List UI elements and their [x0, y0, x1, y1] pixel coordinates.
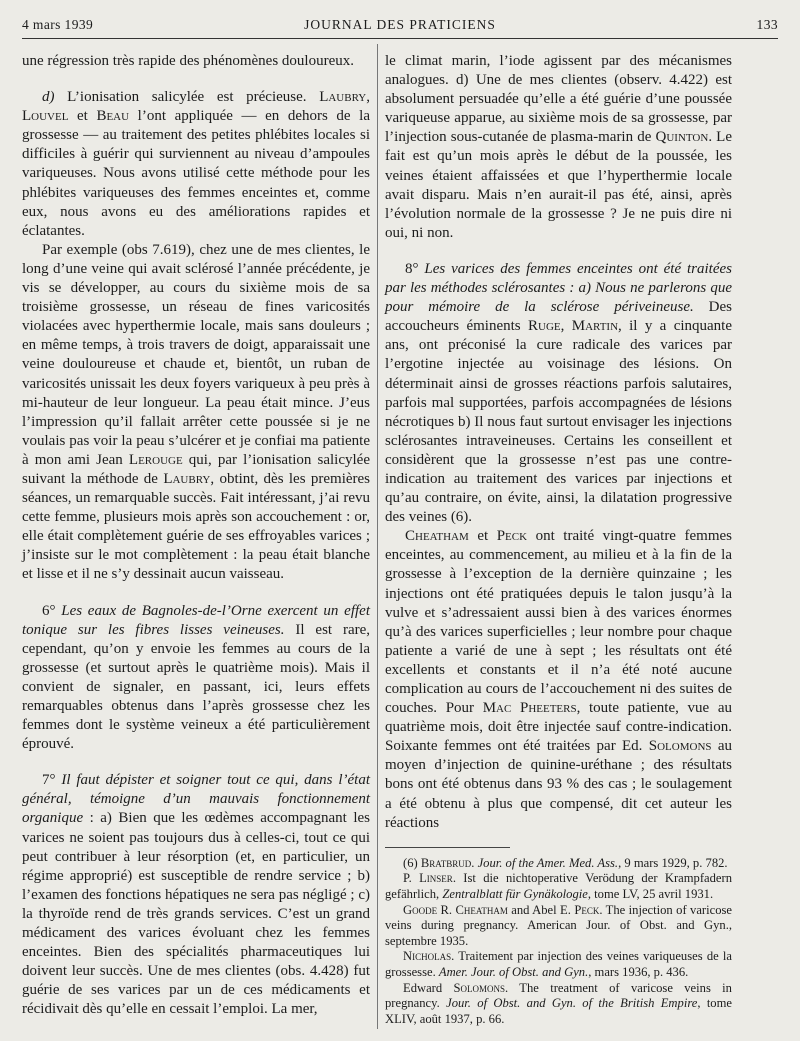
text-run: et: [68, 108, 97, 125]
author-name: Ruge: [528, 318, 561, 335]
text-run: and Abel E.: [507, 902, 575, 917]
paragraph: [385, 52, 732, 243]
author-name: Linser: [419, 871, 453, 886]
section-heading: Il faut dépister et soigner tout ce qui, dans l’état général, témoigne d’un mauvais fonctionnement organique: [22, 772, 370, 827]
text-run: . The injection of varicose veins during pregnancy. American Jour. of Obst. and Gyn., septembre 1935.: [385, 902, 733, 948]
text-run: .: [471, 855, 478, 870]
paragraph: [22, 88, 370, 241]
footnote-separator: [385, 847, 510, 848]
author-name: Mac Pheeters: [482, 700, 577, 717]
author-name: Nicholas: [403, 949, 452, 964]
footnote: [385, 871, 732, 902]
author-name: Peck: [496, 528, 528, 545]
section-number: 7°: [42, 772, 56, 789]
author-name: Bratbrud: [420, 855, 472, 870]
text-run: , mars 1936, p. 436.: [588, 964, 689, 979]
text-run: Edward: [403, 980, 454, 995]
text-run: P.: [403, 871, 420, 886]
footnote: [385, 981, 732, 1028]
section-number: 8°: [405, 260, 419, 277]
text-run: ,: [560, 318, 572, 335]
running-header: [22, 14, 778, 39]
author-name: Laubry: [163, 470, 211, 487]
author-name: Solomons: [648, 738, 712, 755]
journal-title: JOURNAL DES PRATICIENS: [304, 17, 496, 32]
author-name: Louvel: [22, 108, 69, 125]
author-name: Solomons: [453, 980, 506, 995]
page-number: 133: [756, 17, 778, 32]
text-run: Il est rare, cependant, qu’on y envoie les femmes au cours de la grossesse (et surtout après le quatrième mois). Mais il convient de signaler, en passant, ici, leurs effets remarquables obtenus dans l’après grossesse chez les femmes dont le système veineux a été particulièrement éprouvé.: [22, 621, 370, 753]
text-run: . Traitement par injection des veines variqueuses de la grossesse.: [385, 949, 732, 979]
paragraph: [385, 527, 732, 833]
text-run: l’ont appliquée — en dehors de la grossesse — au traitement des petites phlébites locales si difficiles à guérir qui surviennent au niveau d’ampoules variqueuses. Nous avons utilisé cette méthode pour les phlébites variqueuses des femmes enceintes et, comme eux, nous avons eu des améliorations rapides et éclatantes.: [22, 108, 370, 239]
author-name: Laubry: [319, 89, 367, 106]
section-heading: Les varices des femmes enceintes ont été traitées par les méthodes sclérosantes : a) Nous ne parlerons que pour mémoire de la sclérose périveineuse.: [385, 260, 732, 316]
section-heading: Les eaux de Bagnoles-de-l’Orne exercent un effet tonique sur les fibres lisses veineuses.: [22, 602, 370, 638]
text-run: , toute patiente, vue au quatrième mois, doit être injectée sauf contre-indication. Soixante femmes ont été traitées par Ed.: [385, 700, 732, 755]
column-divider: [377, 44, 378, 1029]
paragraph: [22, 241, 370, 585]
text-run: , tome LV, 25 avril 1931.: [587, 886, 714, 901]
text-run: qui, par l’ionisation salicylée suivant la méthode de: [22, 451, 370, 487]
author-name: Beau: [96, 108, 130, 125]
author-name: Peck: [574, 902, 600, 917]
author-name: Quinton: [655, 129, 709, 146]
paragraph: [385, 260, 732, 527]
text-run: Des accoucheurs éminents: [385, 299, 732, 335]
right-column: [385, 52, 732, 1027]
text-run: : a) Bien que les œdèmes accompagnant les varices ne soient pas toujours dus à celles-ci, tout ce qui peut contribuer à leur résorption (et, en particulier, un régime approprié) est susceptible de rendre service ; b) l’examen des fonctions hépatiques ne sera pas négligé ; c) la thyroïde rend de très grands services. C’est un grand médicament des varices évoluant chez les femmes enceintes. Bien des spécialités pharmaceutiques lui doivent leur succès. Une de mes clientes (obs. 4.428) fut guérie de ses varices par un de ces médicaments et récidivait dès qu’elle en cessait l’emploi. La mer,: [22, 810, 370, 1018]
journal-name: Amer. Jour. of Obst. and Gyn.: [438, 964, 589, 979]
text-run: . The treatment of varicose veins in pregnancy.: [385, 980, 732, 1011]
author-name: Martin: [571, 318, 619, 335]
author-name: Goode R. Cheatham: [403, 902, 508, 917]
text-run: . Le fait est qu’un mois après le début de la poussée, les veines étaient affaissées et que l’hyperthermie locale avait disparu. Mais n’en aurait-il pas été, ainsi, après l’évolution normale de la grossesse ? Je ne puis dire ni oui, ni non.: [385, 129, 733, 241]
author-name: Lerouge: [128, 451, 183, 468]
paragraph: [22, 771, 370, 1019]
text-run: (6): [403, 855, 421, 870]
left-column: [22, 52, 370, 1020]
paragraph: une régression très rapide des phénomènes douloureux.: [22, 53, 354, 69]
footnote: [385, 856, 732, 872]
journal-name: Jour. of the Amer. Med. Ass.: [477, 855, 619, 870]
item-letter: d): [42, 89, 55, 106]
text-run: , obtint, dès les premières séances, un remarquable succès. Fait intéressant, j’ai revu cette femme, plusieurs mois après son accouchement : or, elle était complètement guérie de ses effroyables varices ; j’insiste sur le mot complètement : la peau était blanche et lisse et il ne s’y dessinait aucun vaisseau.: [22, 470, 371, 583]
journal-name: Jour. of Obst. and Gyn. of the British Empire: [446, 996, 698, 1011]
paragraph: [22, 602, 370, 755]
text-run: Par exemple (obs 7.619), chez une de mes clientes, le long d’une veine qui avait sclérosé l’année précédente, je vis se développer, au cours du sixième mois de sa troisième grossesse, un réseau de fines varicosités violacées avec hyperthermie locale, mais sans douleurs ; en même temps, à trois travers de doigt, apparaissait une veine douloureuse et chaude et, bientôt, un ruban de varicosités unissait les deux foyers variqueux à peu près à mi-hauteur de leur longueur. La peau était mince. J’eus l’impression qu’il fallait arrêter cette poussée si je ne voulais pas voir la peau s’ulcérer et je confiai ma patiente à mon ami Jean: [22, 241, 370, 468]
text-run: L’ionisation salicylée est précieuse.: [54, 89, 320, 106]
issue-date: 4 mars 1939: [22, 17, 94, 32]
author-name: Cheatham: [405, 528, 469, 545]
text-run: et: [468, 528, 497, 545]
journal-name: Zentralblatt für Gynäkologie: [442, 886, 588, 901]
text-run: le climat marin, l’iode agissent par des mécanismes analogues. d) Une de mes clientes (observ. 4.422) est absolument persuadée qu’elle a été guérie d’une poussée variqueuse apparue, au sixième mois de sa grossesse, par l’injection sous-cutanée de plasma-marin de: [385, 53, 732, 146]
text-run: , il y a cinquante ans, ont préconisé la cure radicale des varices par l’ergotine injectée au voisinage des lésions. On déterminait ainsi de grosses réactions parfois salutaires, parfois mal supportées, parfois accompagnées de lésions nécrotiques b) Il nous faut surtout envisager les injections sclérosantes intraveineuses. Certains les conseillent et considèrent que la grossesse n’est pas une contre-indication au traitement des varices par injections et qu’au contraire, on évite, ainsi, la dilatation progressive des veines (6).: [385, 318, 733, 526]
footnote: [385, 949, 732, 980]
text-run: ont traité vingt-quatre femmes enceintes, au commencement, au milieu et à la fin de la grossesse à l’exception de la dernière quinzaine ; les injections ont été pratiquées depuis le talon jusqu’à la vulve et s’adressaient aussi bien à des varices énormes qu’à des varices superficielles ; leur nombre pour chaque patiente a varié de une à sept ; les résultats ont été excellents et constants et il n’a été noté aucune complication au cours de l’accouchement ni des suites de couches. Pour: [385, 528, 732, 717]
section-number: 6°: [42, 602, 56, 619]
footnote: [385, 903, 732, 950]
text-run: au moyen d’injection de quinine-uréthane ; des résultats bons ont été obtenus dans 93 % des cas ; le soulagement a été obtenu à plus que compensé, dit cet auteur les réactions: [385, 738, 732, 831]
text-run: , tome XLIV, août 1937, p. 66.: [385, 996, 732, 1026]
text-run: , 9 mars 1929, p. 782.: [618, 855, 728, 870]
text-run: ,: [366, 89, 370, 106]
text-run: . Ist die nichtoperative Verödung der Krampfadern gefährlich,: [385, 871, 732, 901]
footnotes: [385, 856, 732, 1028]
